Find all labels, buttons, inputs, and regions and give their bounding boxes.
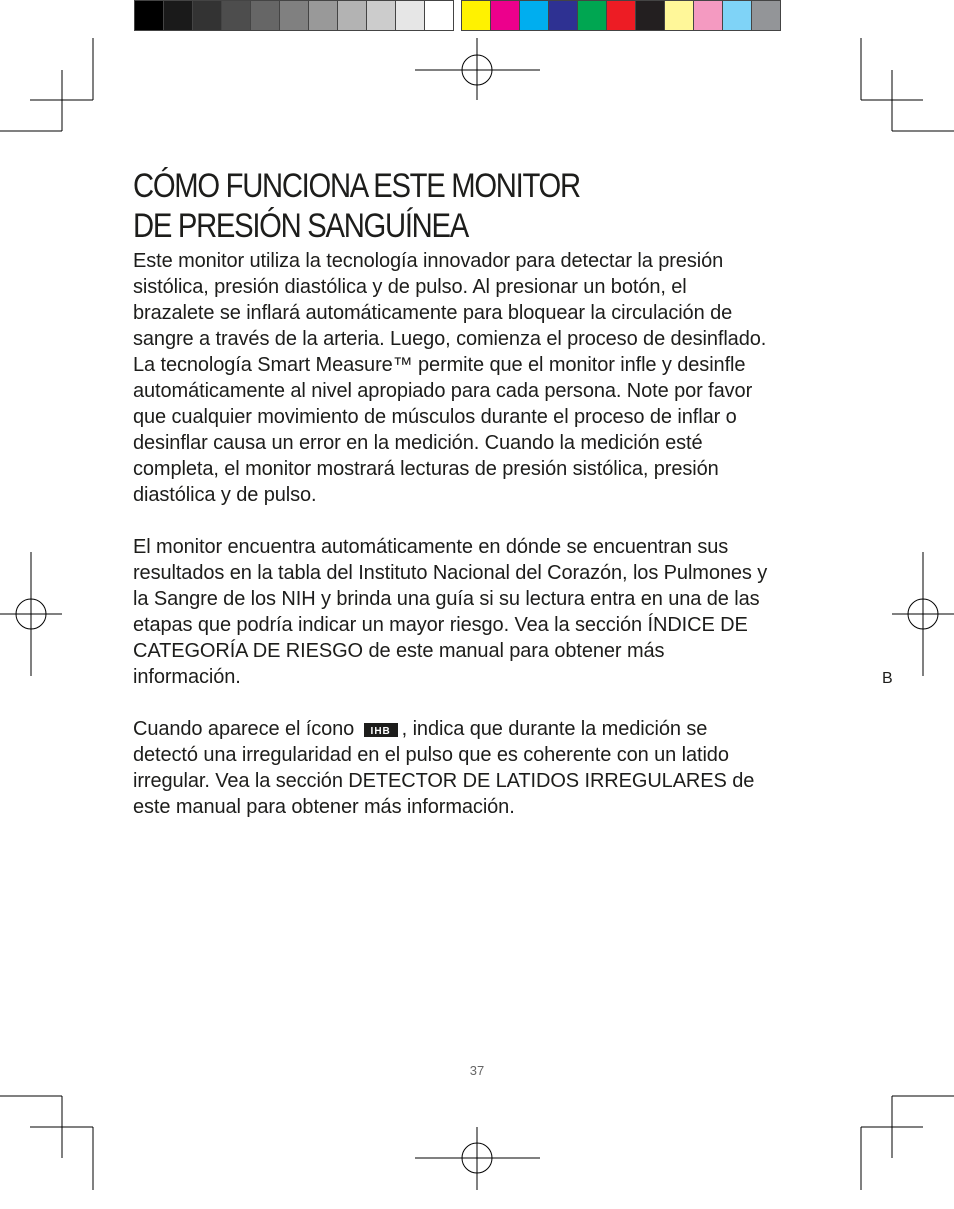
paragraph-irregular-heartbeat	[133, 716, 773, 820]
page-title: CÓMO FUNCIONA ESTE MONITOR DE PRESIÓN SANGUÍNEA	[133, 167, 580, 245]
main-content	[133, 166, 773, 820]
side-section-letter: B	[882, 670, 893, 687]
ihb-icon: IHB	[364, 723, 398, 737]
paragraph-risk-category: El monitor encuentra automáticamente en dónde se encuentran sus resultados en la tabla del Instituto Nacional del Corazón, los Pulmones y la Sangre de los NIH y brinda una guía si su lectura entra en una de las etapas que podría indicar un mayor riesgo. Vea la sección ÍNDICE DE CATEGORÍA DE RIESGO de este manual para obtener más información.	[133, 536, 768, 688]
paragraph-irregular-heartbeat-start: Cuando aparece el ícono	[133, 718, 355, 740]
page-number: 37	[469, 1063, 485, 1078]
paragraph-how-it-works: Este monitor utiliza la tecnología innovador para detectar la presión sistólica, presión diastólica y de pulso. Al presionar un botón, el brazalete se inflará automáticamente para bloquear la circulación de sangre a través de la arteria. Luego, comienza el proceso de desinflado. La tecnología Smart Measure™ permite que el monitor infle y desinfle automáticamente al nivel apropiado para cada persona. Note por favor que cualquier movimiento de músculos durante el proceso de inflar o desinflar causa un error en la medición. Cuando la medición esté completa, el monitor mostrará lecturas de presión sistólica, presión diastólica y de pulso.	[133, 250, 767, 506]
paragraph-irregular-heartbeat-end: , indica que durante la medición se detectó una irregularidad en el pulso que es coherente con un latido irregular. Vea la sección DETECTOR DE LATIDOS IRREGULARES de este manual para obtener más información.	[133, 718, 755, 818]
